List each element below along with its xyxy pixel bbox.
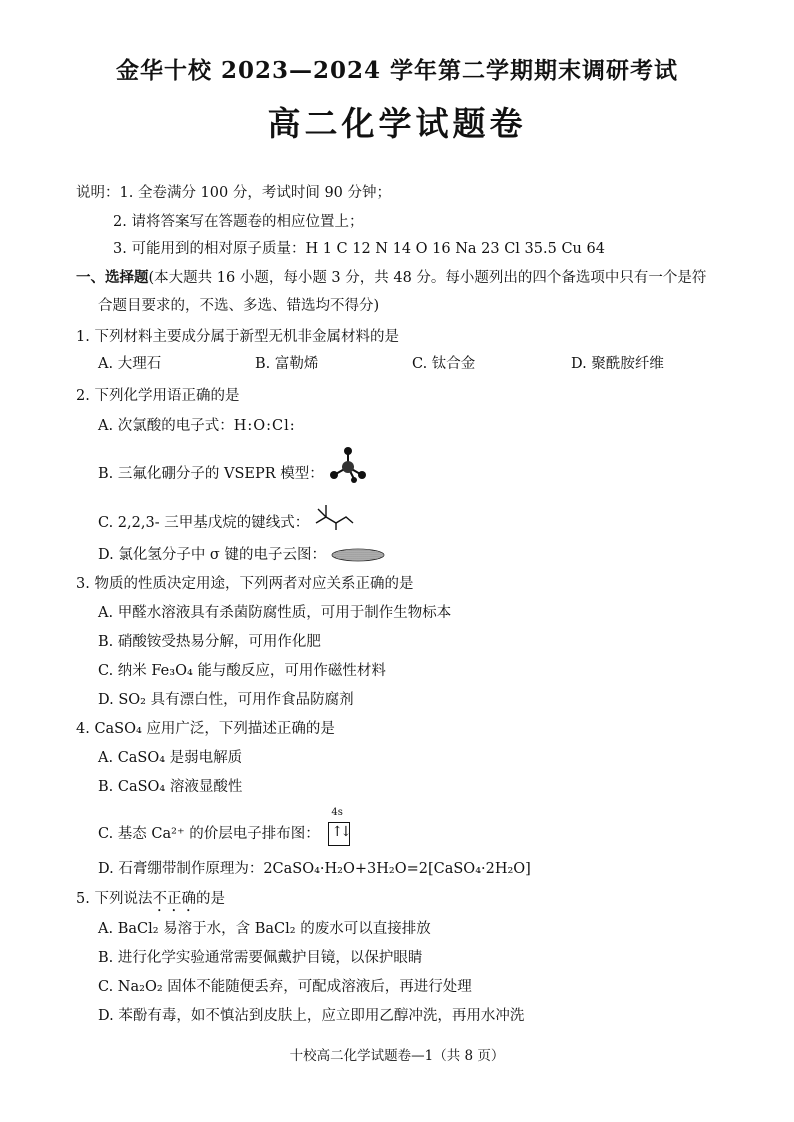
orbital-arrows-icon: ↑↓ <box>331 824 349 840</box>
orbital-label: 4s <box>331 807 343 818</box>
question-stem: 4. CaSO₄ 应用广泛，下列描述正确的是 <box>76 721 335 737</box>
stem-part: 5. 下列说法 <box>76 891 153 907</box>
option-text: A. 次氯酸的电子式： <box>98 418 234 434</box>
instructions-line-1 <box>76 181 391 202</box>
question-stem <box>76 887 225 915</box>
emphasized-not: 不正确 <box>152 891 196 907</box>
option: C. 纳米 Fe₃O₄ 能与酸反应，可用作磁性材料 <box>98 663 386 679</box>
option-with-formula <box>98 414 296 435</box>
option: A. 大理石 <box>98 356 162 372</box>
instruction-item: 2. 请将答案写在答题卷的相应位置上； <box>113 214 364 230</box>
option: D. 聚酰胺纤维 <box>571 356 664 372</box>
question-stem: 3. 物质的性质决定用途，下列两者对应关系正确的是 <box>76 576 414 592</box>
instruction-item: 1. 全卷满分 100 分，考试时间 90 分钟； <box>119 185 392 201</box>
option-text: D. 氯化氢分子中 σ 键的电子云图： <box>98 547 326 563</box>
option: A. 甲醛水溶液具有杀菌防腐性质，可用于制作生物标本 <box>98 605 452 621</box>
option-text: C. 2,2,3- 三甲基戊烷的键线式： <box>98 515 310 531</box>
section-header <box>76 266 706 287</box>
option: D. SO₂ 具有漂白性，可用作食品防腐剂 <box>98 692 354 708</box>
option-with-cloud <box>98 543 385 564</box>
question-stem: 1. 下列材料主要成分属于新型无机非金属材料的是 <box>76 329 399 345</box>
page-footer: 十校高二化学试题卷—1（共 8 页） <box>289 1048 505 1064</box>
option: C. Na₂O₂ 固体不能随便丢弃，可配成溶液后，再进行处理 <box>98 979 472 995</box>
question-stem: 2. 下列化学用语正确的是 <box>76 388 240 404</box>
option: C. 钛合金 <box>412 356 476 372</box>
stem-part: 的是 <box>195 891 225 907</box>
option: B. 进行化学实验通常需要佩戴护目镜，以保护眼睛 <box>98 950 423 966</box>
instructions-prefix: 说明： <box>76 185 120 201</box>
option-text: C. 基态 Ca²⁺ 的价层电子排布图： <box>98 826 320 842</box>
option: D. 苯酚有毒，如不慎沾到皮肤上，应立即用乙醇冲洗，再用水冲洗 <box>98 1008 525 1024</box>
option-with-skeletal <box>98 511 354 532</box>
option: A. BaCl₂ 易溶于水，含 BaCl₂ 的废水可以直接排放 <box>98 921 431 937</box>
option-text: B. 三氟化硼分子的 VSEPR 模型： <box>98 466 324 482</box>
skeletal-formula-icon <box>314 503 354 531</box>
instruction-item: 3. 可能用到的相对原子质量：H 1 C 12 N 14 O 16 Na 23 Cl 35.5 Cu 64 <box>113 241 605 257</box>
bf3-vsepr-model-icon <box>328 445 368 485</box>
hclo-electron-formula: H:O:Cl: <box>233 418 296 434</box>
option: D. 石膏绷带制作原理为：2CaSO₄·H₂O+3H₂O=2[CaSO₄·2H₂O] <box>98 861 531 877</box>
option: B. 硝酸铵受热易分解，可用作化肥 <box>98 634 321 650</box>
section-title: 一、选择题 <box>76 269 149 286</box>
exam-subtitle: 高二化学试题卷 <box>267 104 527 143</box>
section-desc: (本大题共 16 小题，每小题 3 分，共 48 分。每小题列出的四个备选项中只有一个是符 <box>148 270 707 286</box>
option-with-orbital <box>98 807 350 846</box>
exam-title: 金华十校 2023—2024 学年第二学期期末调研考试 <box>115 57 679 84</box>
orbital-box <box>328 807 350 846</box>
option: A. CaSO₄ 是弱电解质 <box>98 750 243 766</box>
section-desc-line2: 合题目要求的，不选、多选、错选均不得分) <box>98 298 380 314</box>
option: B. CaSO₄ 溶液显酸性 <box>98 779 243 795</box>
option: B. 富勒烯 <box>255 356 319 372</box>
option-with-model <box>98 462 368 485</box>
sigma-bond-cloud-icon <box>331 548 385 562</box>
